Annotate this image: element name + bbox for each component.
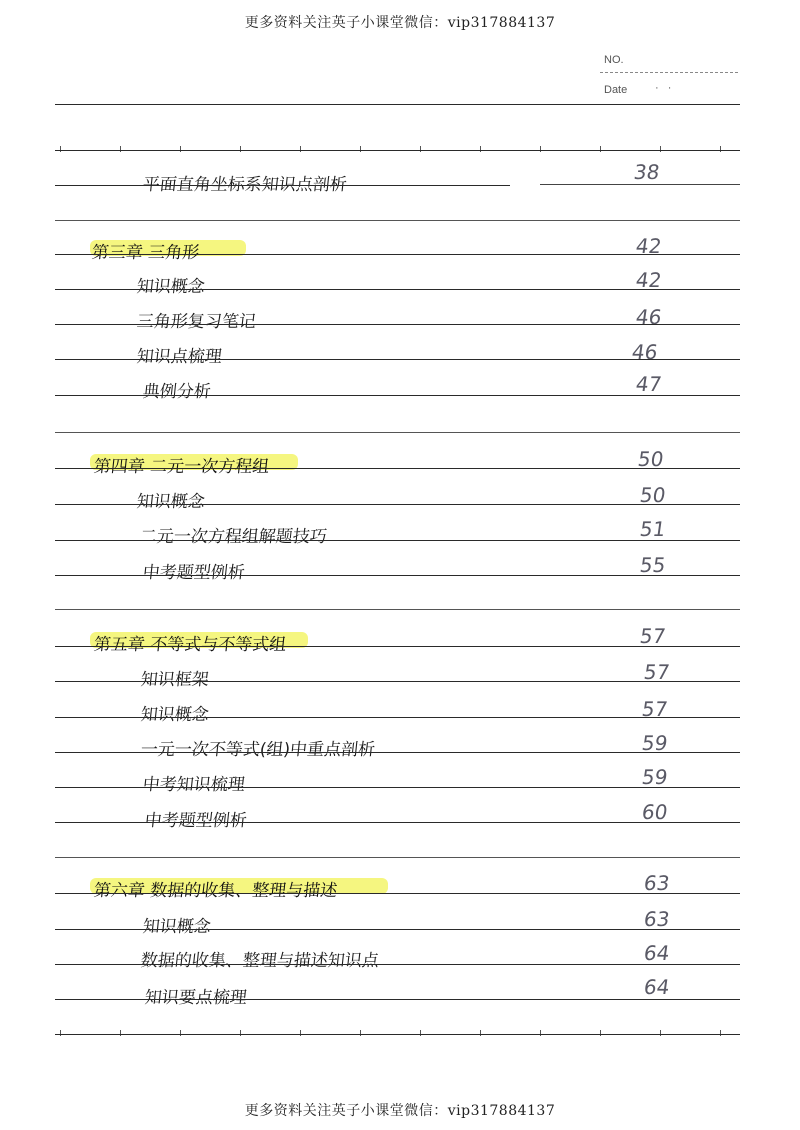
ruled-line xyxy=(55,822,740,823)
ruled-line xyxy=(55,646,740,647)
toc-entry-text: 中考题型例析 xyxy=(141,563,246,583)
toc-entry-page: 38 xyxy=(632,160,662,184)
ruled-line xyxy=(55,857,740,858)
toc-entry-page: 57 xyxy=(642,660,672,684)
toc-entry-page: 42 xyxy=(634,234,664,258)
toc-entry-page: 57 xyxy=(640,697,670,721)
toc-entry-text: 知识框架 xyxy=(139,670,210,690)
toc-entry-text: 知识概念 xyxy=(141,917,212,937)
ruled-line xyxy=(55,752,740,753)
ruled-line xyxy=(55,929,740,930)
toc-entry-page: 50 xyxy=(636,447,666,471)
toc-entry-page: 60 xyxy=(640,800,670,824)
toc-entry-page: 63 xyxy=(642,907,672,931)
toc-entry-text: 知识概念 xyxy=(135,277,206,297)
header-rule xyxy=(55,104,740,105)
toc-entry-page: 51 xyxy=(638,517,668,541)
toc-entry-page: 64 xyxy=(642,941,672,965)
ruled-line xyxy=(55,609,740,610)
toc-entry-page: 47 xyxy=(634,372,664,396)
toc-entry-page: 55 xyxy=(638,553,668,577)
no-dotted-line xyxy=(600,72,738,73)
ruled-line xyxy=(55,289,740,290)
toc-entry-page: 57 xyxy=(638,624,668,648)
toc-entry-text: 中考知识梳理 xyxy=(141,775,246,795)
date-label: Date xyxy=(604,84,628,96)
no-label: NO. xyxy=(604,54,624,66)
watermark-bottom: 更多资料关注英子小课堂微信：vip317884137 xyxy=(244,1103,556,1119)
page-line xyxy=(540,184,740,185)
ruled-line xyxy=(55,999,740,1000)
toc-entry-page: 46 xyxy=(634,305,664,329)
ruled-line xyxy=(55,575,740,576)
watermark-top: 更多资料关注英子小课堂微信：vip317884137 xyxy=(244,15,556,31)
toc-entry-text: 数据的收集、整理与描述知识点 xyxy=(139,951,380,971)
chapter-title: 第五章 不等式与不等式组 xyxy=(92,635,288,655)
ruled-line xyxy=(55,432,740,433)
toc-entry-page: 64 xyxy=(642,975,672,999)
ruler-ticks-top xyxy=(60,146,740,152)
ruled-line xyxy=(55,185,510,186)
chapter-title: 第六章 数据的收集、整理与描述 xyxy=(92,881,339,901)
toc-entry-text: 知识要点梳理 xyxy=(143,988,248,1008)
ruled-line xyxy=(55,150,740,151)
ruled-line xyxy=(55,681,740,682)
toc-entry-text: 平面直角坐标系知识点剖析 xyxy=(141,175,348,195)
ruled-line xyxy=(55,220,740,221)
ruled-line xyxy=(55,359,740,360)
toc-entry-page: 59 xyxy=(640,765,670,789)
ruled-line xyxy=(55,468,740,469)
toc-entry-text: 中考题型例析 xyxy=(143,811,248,831)
toc-entry-text: 二元一次方程组解题技巧 xyxy=(138,527,328,547)
chapter-title: 第三章 三角形 xyxy=(90,243,201,263)
toc-entry-text: 知识概念 xyxy=(135,492,206,512)
ruled-line xyxy=(55,504,740,505)
toc-entry-page: 42 xyxy=(634,268,664,292)
toc-entry-page: 63 xyxy=(642,871,672,895)
ruled-line xyxy=(55,787,740,788)
ruled-line xyxy=(55,964,740,965)
toc-entry-page: 50 xyxy=(638,483,668,507)
toc-entry-page: 46 xyxy=(630,340,660,364)
ruled-line xyxy=(55,1034,740,1035)
toc-entry-text: 三角形复习笔记 xyxy=(135,312,257,332)
ruled-line xyxy=(55,254,740,255)
ruler-ticks-bottom xyxy=(60,1030,740,1036)
ruled-line xyxy=(55,324,740,325)
toc-entry-text: 知识概念 xyxy=(139,705,210,725)
toc-entry-text: 典例分析 xyxy=(141,382,212,402)
date-dots: · · xyxy=(655,82,675,94)
toc-entry-page: 59 xyxy=(640,731,670,755)
ruled-line xyxy=(55,717,740,718)
chapter-title: 第四章 二元一次方程组 xyxy=(92,457,271,477)
ruled-line xyxy=(55,540,740,541)
toc-entry-text: 知识点梳理 xyxy=(135,347,223,367)
ruled-line xyxy=(55,395,740,396)
toc-entry-text: 一元一次不等式(组)中重点剖析 xyxy=(139,740,377,760)
ruled-line xyxy=(55,893,740,894)
